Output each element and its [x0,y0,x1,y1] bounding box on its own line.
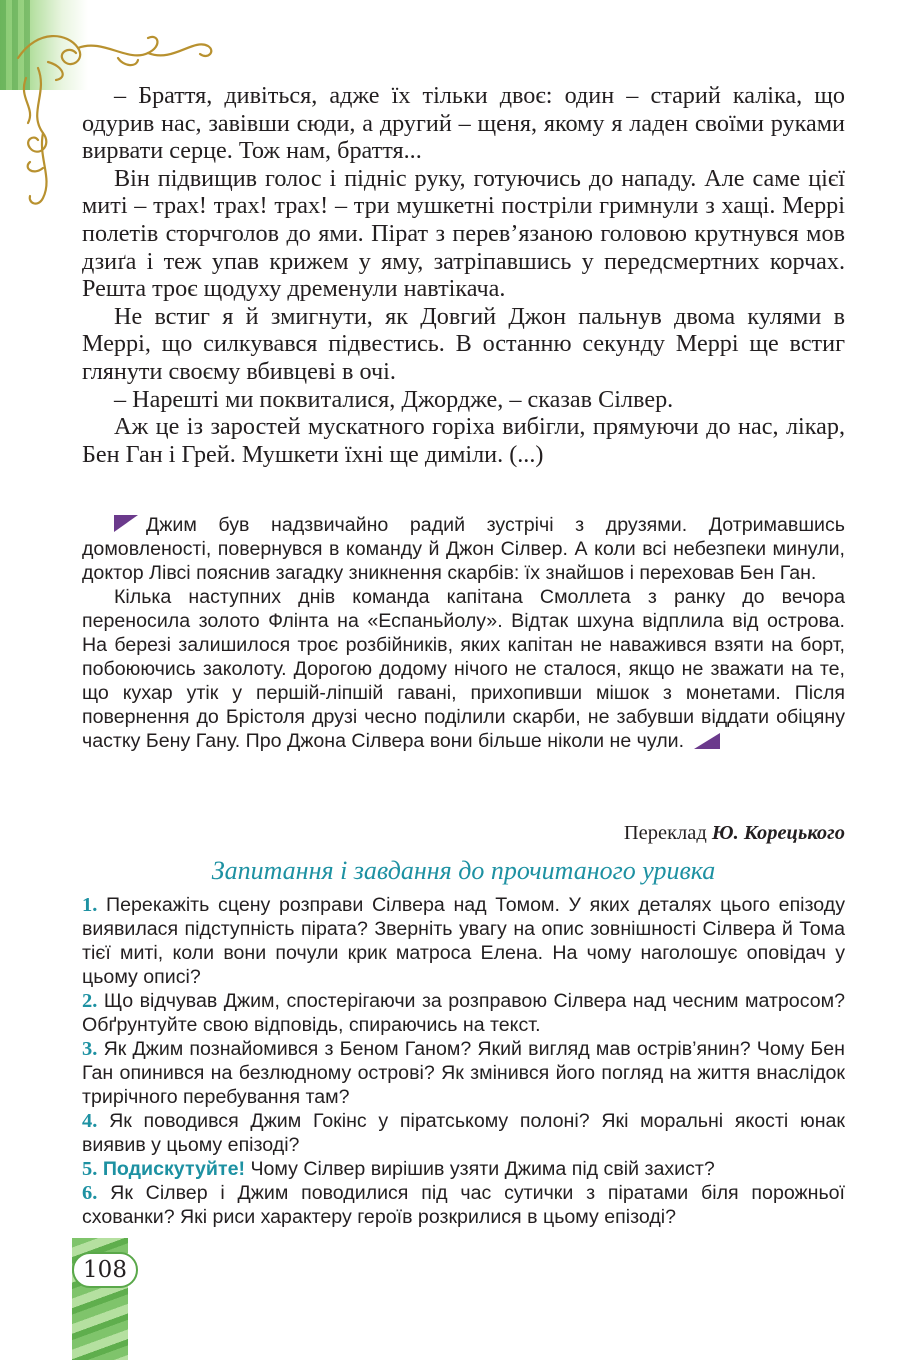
story-paragraph: – Браття, дивіться, адже їх тільки двоє: один – старий каліка, що одурив нас, завівши сюди, а другий – щеня, якому я ладен своїми руками вирвати серце. Тож нам, браття... [82,82,845,165]
question-number: 6. [82,1182,98,1204]
story-paragraph: Аж це із заростей мускатного горіха вибігли, прямуючи до нас, лікар, Бен Ган і Грей. Мушкети їхні ще диміли. (...) [82,413,845,468]
summary-paragraph-text: Кілька наступних днів команда капітана Смоллета з ранку до вечора переносила золото Флінта на «Еспаньйолу». Відтак шхуна відплила від острова. На березі залишилося троє розбійників, яких капітан не наважився взяти на борт, побоюючись заколоту. Дорогою додому нічого не сталося, якщо не зважати на те, що кухар утік у першій-ліпшій гавані, прихопивши мішок з монетами. Після повернення до Брістоля друзі чесно поділили скарби, не забувши віддати обіцяну частку Бену Гану. Про Джона Сілвера вони більше ніколи не чули. [82,586,845,752]
story-paragraph: Він підвищив голос і підніс руку, готуючись до нападу. Але саме цієї миті – трах! трах! трах! – три мушкетні постріли гримнули з хащі. Меррі полетів сторчголов до ями. Пірат з перев’язаною головою крутнувся мов дзиґа і теж упав крижем у яму, затріпавшись у передсмертних корчах. Решта троє щодуху дременули навтікача. [82,164,845,303]
question-text: Як Джим познайомився з Беном Ганом? Який вигляд мав острів’янин? Чому Бен Ган опинився на безлюдному острові? Як змінився його погляд на життя внаслідок трирічного перебування там? [82,1038,845,1108]
story-paragraph: Не встиг я й змигнути, як Довгий Джон пальнув двома кулями в Меррі, що силкувався підвестись. В останню секунду Меррі ще встиг глянути своєму вбивцеві в очі. [82,302,845,385]
discussion-highlight: Подискутуйте! [102,1158,245,1180]
questions-list [82,893,845,1229]
question-text: Чому Сілвер вирішив узяти Джима під свій захист? [250,1158,715,1180]
summary-paragraph [82,585,845,753]
translator-name: Ю. Корецького [711,822,845,844]
summary-text [82,513,845,753]
question-number: 1. [82,894,98,916]
summary-paragraph-text: Джим був надзвичайно радий зустрічі з друзями. Дотримавшись домовленості, повернувся в команду й Джон Сілвер. А коли всі небезпеки минули, доктор Лівсі пояснив загадку зникнення скарбів: їх знайшов і переховав Бен Ган. [82,514,845,584]
question-item [82,1037,845,1109]
question-number: 5. [82,1158,98,1180]
page-number: 108 [72,1252,138,1288]
question-text: Як поводився Джим Гокінс у піратському полоні? Які моральні якості юнак виявив у цьому епізоді? [82,1110,845,1156]
question-number: 4. [82,1110,98,1132]
story-text [82,82,845,468]
translation-label: Переклад [623,822,707,844]
translation-credit [624,820,845,846]
section-title: Запитання і завдання до прочитаного уривка [211,856,716,885]
question-text: Перекажіть сцену розправи Сілвера над Томом. У яких деталях цього епізоду виявилася підступність пірата? Зверніть увагу на опис зовнішності Сілвера й Тома тієї миті, коли вони почули крик матроса Елена. На чому наголошує оповідач у цьому описі? [82,894,845,988]
question-number: 3. [82,1038,98,1060]
question-text: Як Сілвер і Джим поводилися під час сутички з піратами біля порожньої схованки? Які риси характеру героїв розкрилися в цьому епізоді? [82,1182,845,1228]
question-item [82,1157,845,1181]
question-item [82,893,845,989]
question-item [82,1181,845,1229]
question-item [82,1109,845,1157]
summary-end-marker-icon [694,733,720,749]
question-number: 2. [82,990,98,1012]
summary-paragraph [82,513,845,585]
question-text: Що відчував Джим, спостерігаючи за розправою Сілвера над чесним матросом? Обґрунтуйте свою відповідь, спираючись на текст. [82,990,845,1036]
story-paragraph: – Нарешті ми поквиталися, Джордже, – сказав Сілвер. [114,385,674,413]
question-item [82,989,845,1037]
summary-start-marker-icon [114,515,138,532]
